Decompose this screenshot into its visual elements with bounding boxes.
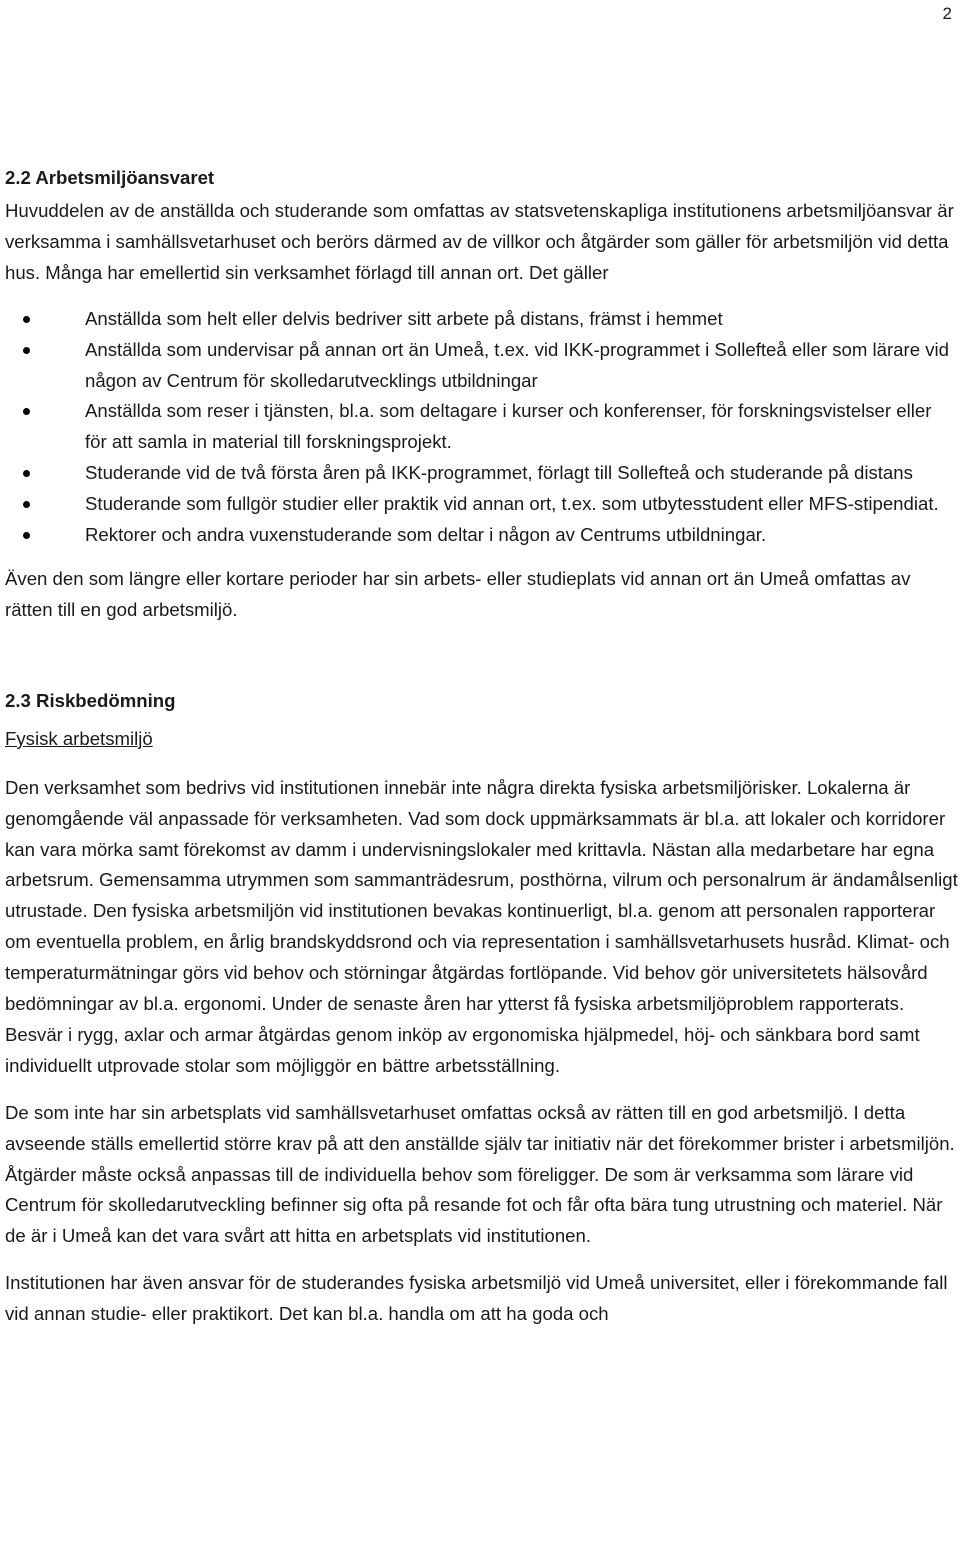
section-heading-riskbedomning: 2.3 Riskbedömning	[5, 689, 176, 711]
list-item: Rektorer och andra vuxenstuderande som deltar i någon av Centrums utbildningar.	[85, 520, 958, 551]
list-item: Studerande som fullgör studier eller praktik vid annan ort, t.ex. som utbytesstudent eller MFS-stipendiat.	[85, 489, 958, 520]
page-number: 2	[942, 4, 952, 23]
subheading-fysisk-arbetsmiljo: Fysisk arbetsmiljö	[5, 727, 153, 749]
body-paragraph: Institutionen har även ansvar för de studerandes fysiska arbetsmiljö vid Umeå universitet, eller i förekommande fall vid annan studie- eller praktikort. Det kan bl.a. handla om att ha goda och	[5, 1272, 948, 1325]
intro-paragraph: Huvuddelen av de anställda och studerande som omfattas av statsvetenskapliga institutionens arbetsmiljöansvar är verksamma i samhällsvetarhuset och berörs därmed av de villkor och åtgärder som gäller för arbetsmiljön vid detta hus. Många har emellertid sin verksamhet förlagd till annan ort. Det gäller	[5, 200, 954, 283]
list-item: Anställda som undervisar på annan ort än Umeå, t.ex. vid IKK-programmet i Sollefteå eller som lärare vid någon av Centrum för skolledarutvecklings utbildningar	[85, 335, 958, 397]
list-item: Anställda som helt eller delvis bedriver sitt arbete på distans, främst i hemmet	[85, 304, 958, 335]
section-heading-arbetsmiljoansvaret: 2.2 Arbetsmiljöansvaret	[5, 167, 215, 188]
list-item: Anställda som reser i tjänsten, bl.a. som deltagare i kurser och konferenser, för forskningsvistelser eller för att samla in material till forskningsprojekt.	[85, 396, 958, 458]
list-item: Studerande vid de två första åren på IKK-programmet, förlagt till Sollefteå och studerande på distans	[85, 458, 958, 489]
document-body	[5, 163, 958, 1330]
bullet-list	[5, 304, 958, 551]
closing-paragraph: Även den som längre eller kortare perioder har sin arbets- eller studieplats vid annan ort än Umeå omfattas av rätten till en god arbetsmiljö.	[5, 567, 911, 620]
body-paragraph: De som inte har sin arbetsplats vid samhällsvetarhuset omfattas också av rätten till en god arbetsmiljö. I detta avseende ställs emellertid större krav på att den anställde själv tar initiativ när det förekommer brister i arbetsmiljön. Åtgärder måste också anpassas till de individuella behov som föreligger. De som är verksamma som lärare vid Centrum för skolledarutveckling befinner sig ofta på resande fot och får ofta bära tung utrustning och materiel. När de är i Umeå kan det vara svårt att hitta en arbetsplats vid institutionen.	[5, 1101, 955, 1247]
body-paragraph: Den verksamhet som bedrivs vid institutionen innebär inte några direkta fysiska arbetsmiljörisker. Lokalerna är genomgående väl anpassade för verksamheten. Vad som dock uppmärksammats är bl.a. att lokaler och korridorer kan vara mörka samt förekomst av damm i undervisningslokaler med krittavla. Nästan alla medarbetare har egna arbetsrum. Gemensamma utrymmen som sammanträdesrum, posthörna, vilrum och personalrum är ändamålsenligt utrustade. Den fysiska arbetsmiljön vid institutionen bevakas kontinuerligt, bl.a. genom att personalen rapporterar om eventuella problem, en årlig brandskyddsrond och via representation i samhällsvetarhusets husråd. Klimat- och temperaturmätningar görs vid behov och störningar åtgärdas fortlöpande. Vid behov gör universitetets hälsovård bedömningar av bl.a. ergonomi. Under de senaste åren har ytterst få fysiska arbetsmiljöproblem rapporterats. Besvär i rygg, axlar och armar åtgärdas genom inköp av ergonomiska hjälpmedel, höj- och sänkbara bord samt individuellt utprovade stolar som möjliggör en bättre arbetsställning.	[5, 776, 958, 1076]
